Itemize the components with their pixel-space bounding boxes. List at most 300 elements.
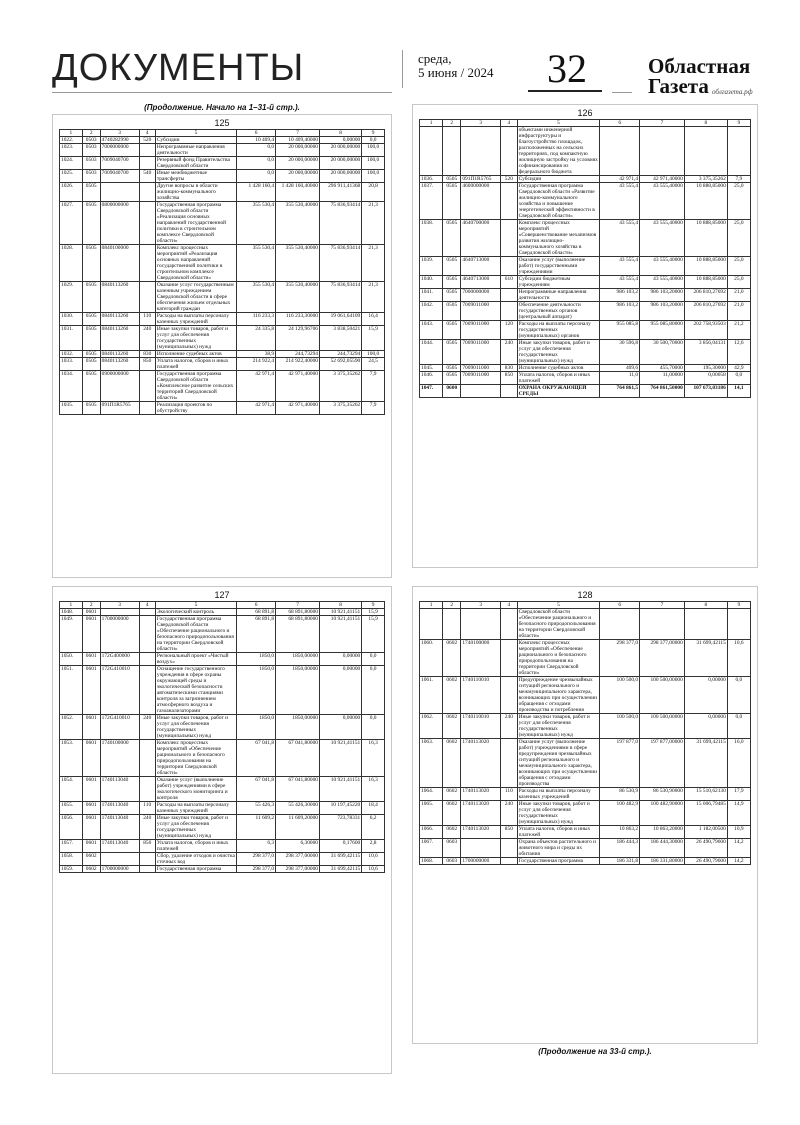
table-cell: 43 555,40000: [640, 257, 685, 276]
table-cell: 11 609,20000: [276, 815, 320, 840]
table-cell: 1740113020: [461, 801, 501, 826]
table-cell: 1066.: [420, 826, 443, 839]
table-cell: 0505: [443, 372, 461, 385]
column-header: 4: [139, 130, 155, 137]
table-cell: 0505: [82, 371, 100, 402]
table-cell: Комплекс процессных мероприятий «Обеспечение рационального и безопасного природопользования на территории Свердловской области»: [155, 740, 236, 777]
table-cell: [600, 127, 640, 176]
table-cell: 355 530,40000: [276, 245, 320, 282]
table-cell: 1700000000: [461, 858, 501, 865]
table-cell: 355 530,40000: [276, 202, 320, 245]
table-row: [60, 144, 385, 157]
table-cell: 409,6: [600, 365, 640, 372]
table-cell: 25,0: [727, 183, 750, 220]
table-cell: 986 103,20000: [640, 302, 685, 321]
table-cell: 1022.: [60, 137, 83, 144]
table-cell: Непрограммные направления деятельности: [517, 289, 600, 302]
column-header: 2: [443, 602, 461, 609]
table-row: [60, 653, 385, 666]
table-cell: [139, 653, 155, 666]
table-row: [60, 840, 385, 853]
table-cell: [139, 202, 155, 245]
table-cell: 7009040700: [100, 157, 139, 170]
header-rule-short: [612, 92, 632, 93]
table-cell: 1057.: [60, 840, 83, 853]
table-cell: 0505: [443, 340, 461, 365]
table-cell: 21,0: [727, 289, 750, 302]
table-cell: 1740113040: [100, 802, 139, 815]
table-cell: 10 197,45220: [320, 802, 362, 815]
table-row: [420, 739, 751, 788]
table-cell: 21,3: [362, 202, 385, 245]
table-cell: Субсидии: [517, 176, 600, 183]
table-cell: 10 921,41151: [320, 777, 362, 802]
table-cell: 0601: [82, 840, 100, 853]
table-cell: 1050.: [60, 653, 83, 666]
table-cell: 0601: [82, 616, 100, 653]
column-header: 8: [684, 602, 727, 609]
table-cell: [727, 609, 750, 640]
table-cell: 955 085,80000: [640, 321, 685, 340]
table-cell: 0602: [443, 714, 461, 739]
table-cell: 42 971,4: [600, 176, 640, 183]
table-cell: [501, 739, 518, 788]
table-cell: 1850,0: [237, 653, 276, 666]
table-cell: [501, 183, 518, 220]
table-cell: [640, 609, 685, 640]
table-cell: 0602: [443, 640, 461, 677]
table-cell: [139, 245, 155, 282]
table-cell: 240: [139, 815, 155, 840]
table-cell: 0840113260: [100, 282, 139, 313]
table-title: 125: [214, 118, 230, 128]
table-cell: 0505: [82, 358, 100, 371]
table-cell: 0,00000: [684, 677, 727, 714]
table-cell: 1740113020: [461, 788, 501, 801]
table-cell: 240: [501, 801, 518, 826]
table-cell: 091П1R5765: [100, 402, 139, 415]
table-cell: 1850,00000: [276, 715, 320, 740]
column-header: 3: [100, 602, 139, 609]
table-header-row: [60, 602, 385, 609]
table-cell: 955 085,8: [600, 321, 640, 340]
table-cell: 1063.: [420, 739, 443, 788]
table-cell: 0840113260: [100, 351, 139, 358]
table-cell: 0503: [82, 170, 100, 183]
column-header: 5: [155, 130, 236, 137]
table-cell: 298 377,00000: [276, 866, 320, 873]
table-cell: 15,9: [362, 326, 385, 351]
table-cell: 1068.: [420, 858, 443, 865]
table-cell: 0505: [82, 202, 100, 245]
table-cell: 764 861,50000: [640, 385, 685, 398]
table-cell: 1043.: [420, 321, 443, 340]
table-cell: 1053.: [60, 740, 83, 777]
table-cell: 0505: [82, 313, 100, 326]
table-cell: 12,6: [727, 340, 750, 365]
table-cell: 1700000000: [100, 866, 139, 873]
column-header: 9: [362, 602, 385, 609]
table-cell: 43 555,4: [600, 183, 640, 220]
table-cell: 206 810,27692: [684, 302, 727, 321]
table-cell: 7,9: [727, 176, 750, 183]
table-cell: [139, 616, 155, 653]
table-cell: 0505: [443, 289, 461, 302]
table-cell: 7009011000: [461, 365, 501, 372]
table-cell: [461, 127, 501, 176]
table-cell: Резервный фонд Правительства Свердловской области: [155, 157, 236, 170]
table-cell: 455,70000: [640, 365, 685, 372]
table-cell: 186 444,30000: [640, 839, 685, 858]
table-cell: 1027.: [60, 202, 83, 245]
table-cell: 25,0: [727, 257, 750, 276]
table-cell: 1048.: [60, 609, 83, 616]
table-cell: 1850,0: [237, 715, 276, 740]
table-row: [420, 220, 751, 257]
table-cell: 107 673,03186: [684, 385, 727, 398]
table-cell: 520: [501, 176, 518, 183]
table-cell: Государственная программа Свердловской области «Развитие жилищно-коммунального хозяйства и повышение энергетической эффективности в Свердловской области»: [517, 183, 600, 220]
table-cell: 100,0: [362, 144, 385, 157]
table-cell: 0602: [82, 853, 100, 866]
table-cell: Оказание услуг (выполнение работ) государственными учреждениями: [517, 257, 600, 276]
table-cell: 43 555,40000: [640, 183, 685, 220]
table-cell: 240: [501, 714, 518, 739]
table-cell: 186 444,3: [600, 839, 640, 858]
table-cell: 1046.: [420, 372, 443, 385]
table-cell: 21,3: [362, 245, 385, 282]
table-cell: [139, 853, 155, 866]
table-cell: [684, 127, 727, 176]
column-header: 2: [82, 602, 100, 609]
table-cell: 20 000,00000: [276, 157, 320, 170]
table-cell: 67 041,80000: [276, 777, 320, 802]
table-cell: Уплата налогов, сборов и иных платежей: [517, 826, 600, 839]
table-cell: [501, 220, 518, 257]
table-cell: 0,0: [727, 714, 750, 739]
table-cell: 1059.: [60, 866, 83, 873]
table-cell: 14,2: [727, 839, 750, 858]
table-cell: 31 699,42115: [684, 739, 727, 788]
table-cell: 186 331,8: [600, 858, 640, 865]
table-cell: 830: [139, 351, 155, 358]
table-cell: [461, 385, 501, 398]
table-cell: 0505: [443, 257, 461, 276]
column-header: 6: [600, 120, 640, 127]
table-cell: 1052.: [60, 715, 83, 740]
table-row: [420, 714, 751, 739]
table-cell: 0,0: [362, 715, 385, 740]
table-cell: 42,9: [727, 365, 750, 372]
table-cell: [100, 609, 139, 616]
table-row: [60, 609, 385, 616]
column-header: 9: [727, 602, 750, 609]
table-cell: 850: [501, 826, 518, 839]
table-row: [420, 302, 751, 321]
table-cell: 2,8: [362, 840, 385, 853]
table-cell: Государственная программа Свердловской области «Комплексное развитие сельских территорий Свердловской области»: [155, 371, 236, 402]
table-cell: 0600: [443, 385, 461, 398]
table-cell: 1036.: [420, 176, 443, 183]
table-cell: 10,9: [727, 826, 750, 839]
column-header: 1: [420, 602, 443, 609]
table-cell: Иные закупки товаров, работ и услуг для обеспечения государственных (муниципальных) нужд: [155, 326, 236, 351]
table-row: [60, 777, 385, 802]
table-cell: 55 426,3: [237, 802, 276, 815]
table-row: [60, 616, 385, 653]
column-header: 5: [517, 120, 600, 127]
table-cell: Свердловской области «Обеспечение рационального и безопасного природопользования на территории Свердловской области»: [517, 609, 600, 640]
table-cell: [420, 127, 443, 176]
table-cell: 4640700000: [461, 220, 501, 257]
table-cell: 43 555,4: [600, 276, 640, 289]
column-header: 2: [82, 130, 100, 137]
table-cell: 1033.: [60, 358, 83, 371]
budget-table: [419, 119, 751, 398]
table-cell: 0601: [82, 715, 100, 740]
table-cell: Субсидии бюджетным учреждениям: [517, 276, 600, 289]
table-cell: Государственная программа Свердловской области «Обеспечение рационального и безопасного природопользования на территории Свердловской области»: [155, 616, 236, 653]
column-header: 1: [420, 120, 443, 127]
table-row: [60, 715, 385, 740]
table-cell: 68 891,8: [237, 616, 276, 653]
table-cell: 0602: [443, 739, 461, 788]
table-cell: Комплекс процессных мероприятий «Реализация основных направлений государственной политики в строительном комплексе Свердловской области»: [155, 245, 236, 282]
table-cell: 3 375,35262: [320, 371, 362, 402]
header-rule: [52, 92, 392, 93]
table-cell: 0505: [443, 183, 461, 220]
table-cell: 38,9: [237, 351, 276, 358]
table-title: 128: [577, 590, 593, 600]
table-cell: 1035.: [60, 402, 83, 415]
table-row: [420, 365, 751, 372]
table-cell: 17,9: [727, 788, 750, 801]
table-cell: 15 006,79485: [684, 801, 727, 826]
table-cell: 0800000000: [100, 202, 139, 245]
table-cell: 10 888,85000: [684, 183, 727, 220]
table-cell: 1040.: [420, 276, 443, 289]
table-cell: 11 609,2: [237, 815, 276, 840]
table-cell: 1023.: [60, 144, 83, 157]
table-cell: 0,17600: [320, 840, 362, 853]
table-row: [420, 276, 751, 289]
table-row: [60, 740, 385, 777]
table-cell: 68 891,8: [237, 609, 276, 616]
issue-weekday: среда,: [418, 51, 452, 66]
table-row: [420, 176, 751, 183]
column-header: 4: [501, 602, 518, 609]
table-cell: [139, 402, 155, 415]
table-cell: [139, 144, 155, 157]
table-cell: 0,0: [237, 144, 276, 157]
column-header: 6: [600, 602, 640, 609]
table-cell: 16,3: [362, 740, 385, 777]
table-cell: [501, 858, 518, 865]
column-header: 5: [155, 602, 236, 609]
table-cell: [501, 385, 518, 398]
table-cell: 10 921,41151: [320, 616, 362, 653]
table-cell: 0840100000: [100, 245, 139, 282]
table-row: [60, 666, 385, 715]
table-cell: [139, 609, 155, 616]
column-header: 9: [362, 130, 385, 137]
table-cell: Охрана объектов растительного и животного мира и среды их обитания: [517, 839, 600, 858]
table-cell: 1700000000: [100, 616, 139, 653]
table-row: [420, 677, 751, 714]
table-cell: [501, 677, 518, 714]
table-cell: 1850,0: [237, 666, 276, 715]
table-panel-126: [412, 104, 758, 568]
table-cell: 110: [139, 313, 155, 326]
table-cell: 31 699,42115: [320, 853, 362, 866]
table-cell: 172G410010: [100, 666, 139, 715]
table-row: [60, 802, 385, 815]
table-cell: [443, 127, 461, 176]
column-header: 1: [60, 602, 83, 609]
table-cell: 172G410010: [100, 715, 139, 740]
table-cell: 0505: [443, 276, 461, 289]
column-header: 2: [443, 120, 461, 127]
table-cell: 7009011000: [461, 372, 501, 385]
table-cell: 0503: [82, 144, 100, 157]
table-cell: 120: [501, 321, 518, 340]
table-cell: 0602: [443, 788, 461, 801]
table-cell: 197 877,00000: [640, 739, 685, 788]
site-url: облгазета.рф: [712, 88, 753, 96]
table-cell: 18,4: [362, 802, 385, 815]
table-cell: 67 041,8: [237, 740, 276, 777]
table-cell: 1740113020: [461, 739, 501, 788]
table-cell: [501, 839, 518, 858]
table-cell: 4600000000: [461, 183, 501, 220]
table-cell: 1850,00000: [276, 653, 320, 666]
table-cell: 1740100000: [100, 740, 139, 777]
table-row: [60, 170, 385, 183]
table-cell: [501, 302, 518, 321]
table-cell: [139, 157, 155, 170]
table-cell: Непрограммные направления деятельности: [155, 144, 236, 157]
header-separator: [402, 50, 403, 88]
table-cell: 1 428 160,40000: [276, 183, 320, 202]
table-row: [60, 282, 385, 313]
table-cell: [139, 282, 155, 313]
table-cell: 540: [139, 170, 155, 183]
continuation-note-bottom: (Продолжение на 33-й стр.).: [538, 1047, 652, 1056]
table-cell: 520: [139, 137, 155, 144]
table-cell: 1054.: [60, 777, 83, 802]
table-cell: 100 500,0: [600, 714, 640, 739]
table-cell: объектами инженерной инфраструктуры и благоустройство площадок, расположенных на сельских территориях, под компактную жилищную застройку на условиях софинансирования из федерального бюджета: [517, 127, 600, 176]
table-row: [60, 326, 385, 351]
table-header-row: [420, 120, 751, 127]
table-cell: [501, 289, 518, 302]
table-cell: 10,6: [727, 640, 750, 677]
table-cell: Комплекс процессных мероприятий «Обеспечение рационального и безопасного природопользования на территории Свердловской области»: [517, 640, 600, 677]
table-cell: 7009011000: [461, 340, 501, 365]
table-cell: [501, 640, 518, 677]
table-cell: 30 596,8: [600, 340, 640, 365]
table-cell: 110: [139, 802, 155, 815]
table-cell: 25,0: [727, 220, 750, 257]
table-cell: Сбор, удаление отходов и очистка сточных вод: [156, 853, 235, 865]
table-cell: Уплата налогов, сборов и иных платежей: [517, 372, 600, 385]
table-cell: 116 233,30000: [276, 313, 320, 326]
table-cell: Уплата налогов, сборов и иных платежей: [155, 358, 236, 371]
table-cell: 1034.: [60, 371, 83, 402]
table-cell: 20 000,00000: [320, 144, 362, 157]
table-cell: 0,00000: [320, 715, 362, 740]
table-header-row: [60, 130, 385, 137]
table-cell: 10 888,85000: [684, 220, 727, 257]
table-cell: 6,30000: [276, 840, 320, 853]
table-cell: 0601: [82, 815, 100, 840]
table-cell: 0,0: [362, 653, 385, 666]
table-cell: 24 335,8: [237, 326, 276, 351]
table-cell: 850: [139, 840, 155, 853]
table-cell: [139, 777, 155, 802]
table-row: [420, 127, 751, 176]
table-cell: 1058.: [60, 853, 83, 866]
table-cell: 1740113020: [461, 826, 501, 839]
table-cell: 240: [501, 340, 518, 365]
table-cell: 3 375,35262: [320, 402, 362, 415]
table-cell: 298 377,00000: [276, 853, 320, 866]
table-row: [420, 609, 751, 640]
table-cell: 1051.: [60, 666, 83, 715]
table-cell: 0,00000: [684, 714, 727, 739]
table-row: [420, 640, 751, 677]
table-cell: 0840113260: [100, 313, 139, 326]
table-cell: 195,30000: [684, 365, 727, 372]
table-cell: 10 921,41151: [320, 609, 362, 616]
table-cell: 0900000000: [100, 371, 139, 402]
table-cell: [727, 127, 750, 176]
table-row: [60, 815, 385, 840]
table-cell: 31 699,42115: [684, 640, 727, 677]
table-cell: 1039.: [420, 257, 443, 276]
table-cell: 10 409,40000: [276, 137, 320, 144]
table-cell: 986 103,2: [600, 302, 640, 321]
table-cell: Региональный проект «Чистый воздух»: [155, 653, 236, 666]
column-header: 4: [501, 120, 518, 127]
table-cell: Иные закупки товаров, работ и услуг для обеспечения государственных (муниципальных) нужд: [155, 715, 236, 740]
table-cell: 0602: [443, 801, 461, 826]
table-cell: 186 331,80000: [640, 858, 685, 865]
column-header: 7: [640, 602, 685, 609]
column-header: 3: [100, 130, 139, 137]
table-row: [420, 826, 751, 839]
table-cell: [501, 257, 518, 276]
table-cell: [461, 839, 501, 858]
table-cell: 0505: [82, 183, 100, 202]
page-number: 32: [547, 46, 587, 91]
budget-table: [59, 601, 385, 873]
table-cell: 0505: [443, 321, 461, 340]
table-cell: 24,5: [362, 358, 385, 371]
table-panel-128: [412, 586, 758, 1044]
table-cell: Расходы на выплаты персоналу казенных учреждений: [517, 788, 600, 801]
table-cell: 7009040700: [100, 170, 139, 183]
table-cell: [139, 371, 155, 402]
table-cell: 0505: [443, 365, 461, 372]
table-cell: Экологический контроль: [155, 609, 236, 616]
table-cell: 0505: [82, 351, 100, 358]
table-cell: 355 530,4: [237, 202, 276, 245]
table-cell: 244,73294: [276, 351, 320, 358]
table-cell: 1056.: [60, 815, 83, 840]
table-cell: [139, 666, 155, 715]
table-cell: 610: [501, 276, 518, 289]
